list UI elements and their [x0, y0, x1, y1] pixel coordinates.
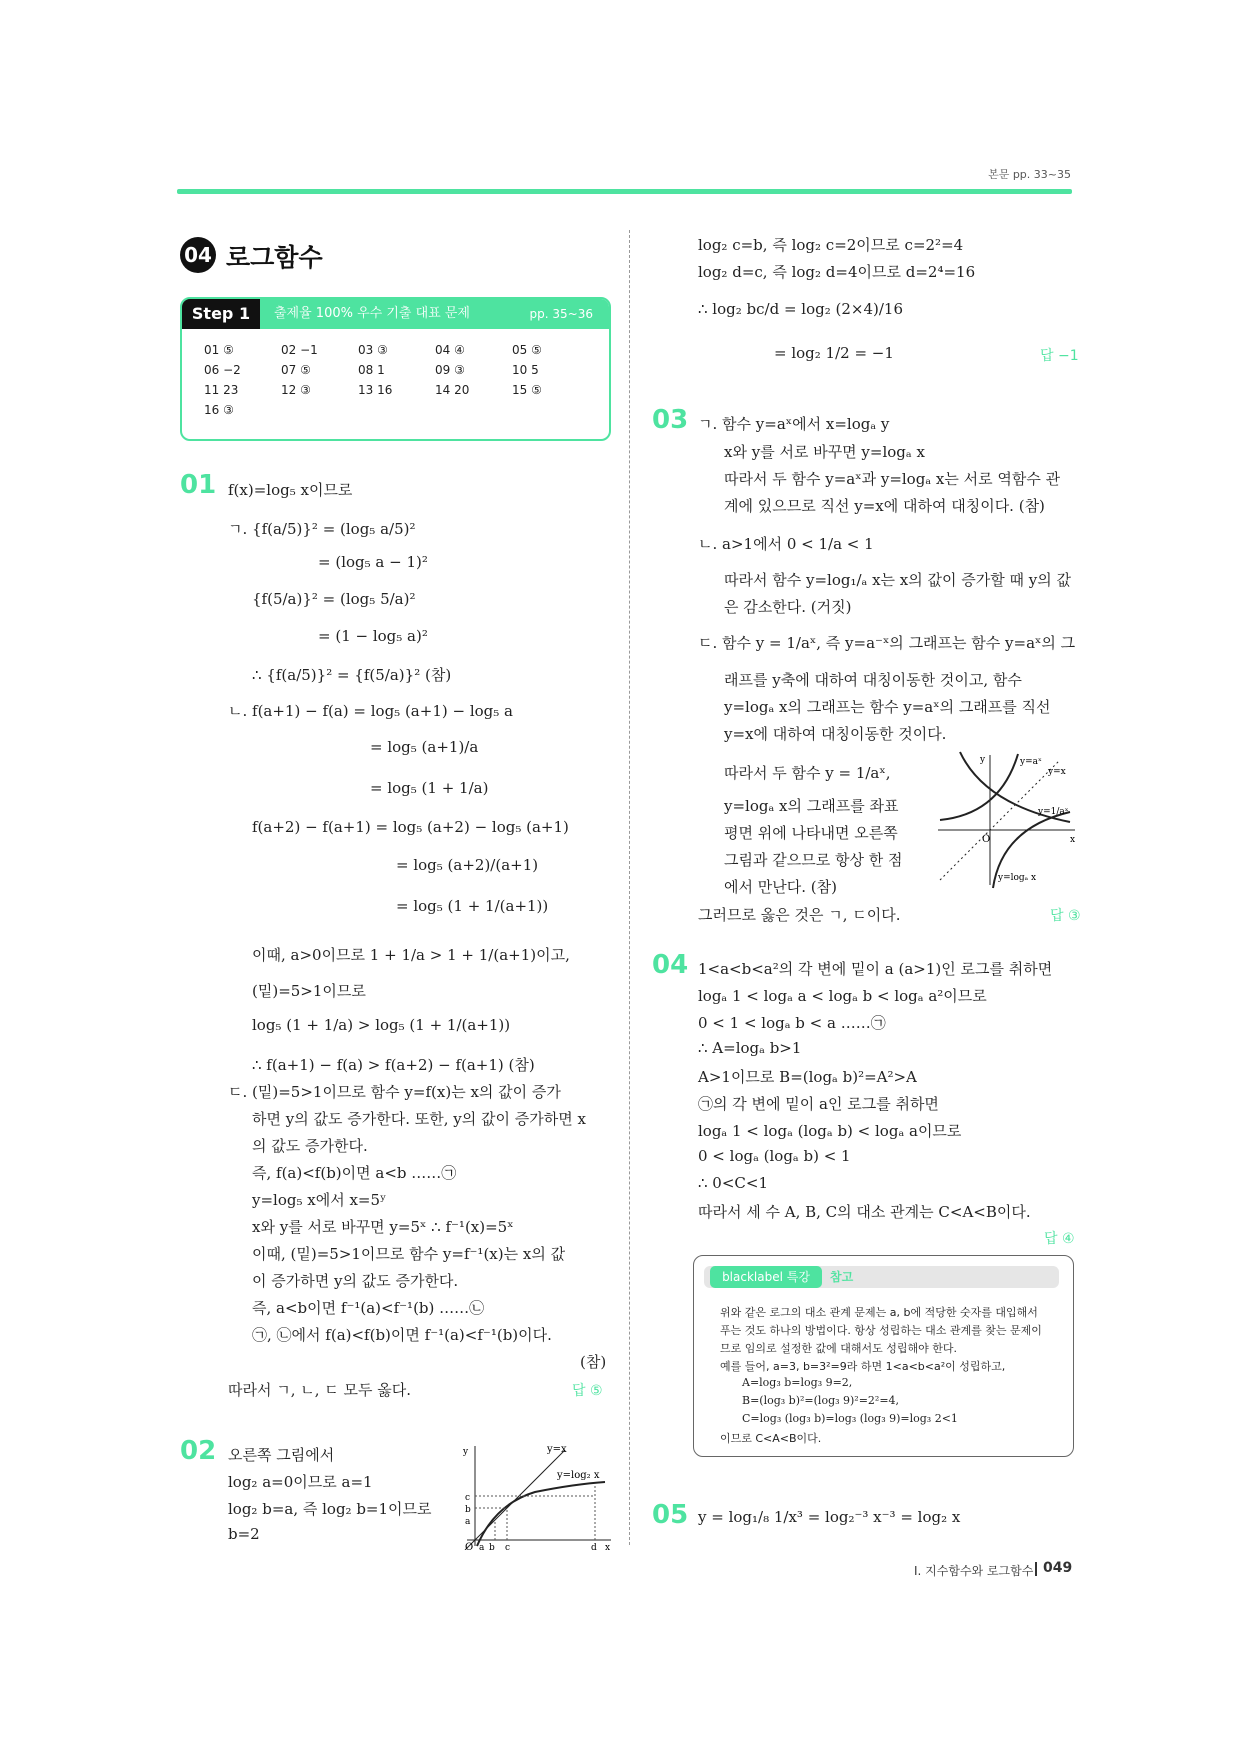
- graph-label: y=aˣ: [1020, 757, 1042, 767]
- answer-item: 09 ③: [435, 363, 465, 377]
- top-rule: [177, 189, 1072, 194]
- step-label: Step 1: [182, 299, 260, 329]
- graph-label-curve: y=log₂ x: [557, 1470, 600, 1481]
- graph-tick: a: [465, 1517, 471, 1527]
- solution-line: y=x에 대하여 대칭이동한 것이다.: [724, 725, 947, 743]
- answer-item: 10 5: [512, 363, 539, 377]
- solution-line: ∴ A=logₐ b>1: [698, 1039, 802, 1057]
- solution-line: ㄴ. a>1에서 0 < 1/a < 1: [698, 535, 874, 553]
- solution-line: ㄷ. 함수 y = 1/aˣ, 즉 y=a⁻ˣ의 그래프는 함수 y=aˣ의 그: [698, 634, 1076, 652]
- solution-line: 이때, a>0이므로 1 + 1/a > 1 + 1/(a+1)이고,: [252, 946, 570, 964]
- answer-item: 02 −1: [281, 343, 318, 357]
- solution-line: (밑)=5>1이므로: [252, 982, 366, 1000]
- graph-label: y=logₐ x: [998, 873, 1037, 883]
- answer-item: 07 ⑤: [281, 363, 311, 377]
- answer-grid: [204, 343, 594, 417]
- question-number: 02: [180, 1436, 217, 1466]
- solution-line: 즉, a<b이면 f⁻¹(a)<f⁻¹(b) ……㉡: [252, 1299, 485, 1317]
- solution-line: 평면 위에 나타내면 오른쪽: [724, 824, 898, 842]
- graph-label: y=x: [1048, 767, 1066, 777]
- solution-line: 계에 있으므로 직선 y=x에 대하여 대칭이다. (참): [724, 497, 1045, 515]
- solution-line: = log₅ (a+2)/(a+1): [396, 856, 539, 874]
- note-line: B=(log₃ b)²=(log₃ 9)²=2²=4,: [742, 1394, 900, 1407]
- solution-line: 따라서 두 함수 y=aˣ과 y=logₐ x는 서로 역함수 관: [724, 470, 1061, 488]
- solution-line: {f(5/a)}² = (log₅ 5/a)²: [252, 590, 416, 608]
- answer-item: 13 16: [358, 383, 393, 397]
- step-pages: pp. 35~36: [529, 307, 593, 321]
- graph-tick: b: [489, 1543, 495, 1550]
- solution-line: logₐ 1 < logₐ a < logₐ b < logₐ a²이므로: [698, 987, 987, 1005]
- footer-divider: [1035, 1562, 1037, 1576]
- note-line: 므로 임의로 설정한 값에 대해서도 성립해야 한다.: [720, 1342, 957, 1355]
- solution-line: 0 < logₐ (logₐ b) < 1: [698, 1147, 851, 1165]
- solution-line: = log₅ (a+1)/a: [370, 738, 479, 756]
- solution-line: b=2: [228, 1525, 260, 1543]
- page-reference: 본문 pp. 33~35: [988, 168, 1071, 181]
- step-header: [182, 299, 609, 329]
- solution-line: = (1 − log₅ a)²: [318, 627, 428, 645]
- solution-line: 따라서 두 함수 y = 1/aˣ,: [724, 764, 891, 782]
- graph-tick: d: [591, 1543, 597, 1550]
- solution-line: ∴ 0<C<1: [698, 1174, 769, 1192]
- solution-line: 에서 만난다. (참): [724, 878, 837, 896]
- solution-line: = log₅ (1 + 1/(a+1)): [396, 897, 549, 915]
- log2-graph: [455, 1440, 615, 1550]
- graph-label-line: y=x: [547, 1444, 567, 1455]
- answer-mark: 답 ③: [1050, 908, 1081, 924]
- step-answer-box: [180, 297, 611, 441]
- solution-line: 오른쪽 그림에서: [228, 1446, 335, 1464]
- solution-line: = log₅ (1 + 1/a): [370, 779, 489, 797]
- question-number: 04: [652, 950, 689, 980]
- solution-line: = (log₅ a − 1)²: [318, 553, 428, 571]
- chapter-number-badge: 04: [180, 237, 216, 273]
- question-number: 01: [180, 470, 217, 500]
- solution-line: ㉠, ㉡에서 f(a)<f(b)이면 f⁻¹(a)<f⁻¹(b)이다.: [252, 1326, 552, 1344]
- solution-line: ㄱ. 함수 y=aˣ에서 x=logₐ y: [698, 415, 890, 433]
- solution-line: ㄷ. (밑)=5>1이므로 함수 y=f(x)는 x의 값이 증가: [228, 1083, 561, 1101]
- solution-line: 이 증가하면 y의 값도 증가한다.: [252, 1272, 459, 1290]
- note-line: 푸는 것도 하나의 방법이다. 항상 성립하는 대소 관계를 찾는 문제이: [720, 1324, 1042, 1337]
- solution-line: 0 < 1 < logₐ b < a ……㉠: [698, 1014, 886, 1032]
- solution-line: x와 y를 서로 바꾸면 y=logₐ x: [724, 443, 925, 461]
- solution-line: 따라서 ㄱ, ㄴ, ㄷ 모두 옳다.: [228, 1381, 412, 1399]
- solution-line: ∴ log₂ bc/d = log₂ (2×4)/16: [698, 300, 903, 318]
- answer-item: 05 ⑤: [512, 343, 542, 357]
- solution-line: ㄱ. {f(a/5)}² = (log₅ a/5)²: [228, 520, 416, 538]
- step-description: 출제율 100% 우수 기출 대표 문제: [274, 306, 470, 321]
- solution-line: 1<a<b<a²의 각 변에 밑이 a (a>1)인 로그를 취하면: [698, 960, 1053, 978]
- graph-label: y=1/aˣ: [1038, 807, 1069, 817]
- solution-line: log₅ (1 + 1/a) > log₅ (1 + 1/(a+1)): [252, 1016, 511, 1034]
- note-line: 예를 들어, a=3, b=3²=9라 하면 1<a<b<a²이 성립하고,: [720, 1360, 1006, 1373]
- solution-line: (참): [580, 1353, 607, 1371]
- solution-line: 의 값도 증가한다.: [252, 1137, 368, 1155]
- note-line: C=log₃ (log₃ b)=log₃ (log₃ 9)=log₃ 2<1: [742, 1412, 958, 1425]
- note-line: A=log₃ b=log₃ 9=2,: [742, 1376, 853, 1389]
- solution-line: x와 y를 서로 바꾸면 y=5ˣ ∴ f⁻¹(x)=5ˣ: [252, 1218, 514, 1236]
- note-box: [693, 1255, 1074, 1457]
- column-divider: [629, 230, 630, 1545]
- solution-line: y=log₅ x에서 x=5ʸ: [252, 1191, 387, 1209]
- solution-line: f(a+2) − f(a+1) = log₅ (a+2) − log₅ (a+1): [252, 818, 569, 836]
- solution-line: 그림과 같으므로 항상 한 점: [724, 851, 903, 869]
- solution-line: 즉, f(a)<f(b)이면 a<b ……㉠: [252, 1164, 457, 1182]
- graph-tick: y: [463, 1447, 469, 1457]
- answer-item: 12 ③: [281, 383, 311, 397]
- solution-line: ∴ {f(a/5)}² = {f(5/a)}² (참): [252, 666, 452, 684]
- solution-line: 따라서 세 수 A, B, C의 대소 관계는 C<A<B이다.: [698, 1203, 1031, 1221]
- answer-item: 03 ③: [358, 343, 388, 357]
- graph-tick: b: [465, 1505, 471, 1515]
- graph-tick: O: [465, 1542, 474, 1550]
- answer-mark: 답 −1: [1040, 348, 1079, 364]
- note-header: [704, 1266, 1059, 1288]
- graph-label: x: [1070, 835, 1076, 845]
- graph-label: y: [980, 755, 986, 765]
- solution-line: log₂ c=b, 즉 log₂ c=2이므로 c=2²=4: [698, 236, 964, 254]
- answer-item: 06 −2: [204, 363, 241, 377]
- solution-line: log₂ a=0이므로 a=1: [228, 1473, 373, 1491]
- graph-tick: a: [479, 1543, 485, 1550]
- solution-line: log₂ b=a, 즉 log₂ b=1이므로: [228, 1500, 432, 1518]
- graph-tick: x: [605, 1543, 611, 1550]
- solution-line: = log₂ 1/2 = −1: [774, 344, 894, 362]
- graph-tick: c: [465, 1493, 471, 1503]
- answer-mark: 답 ⑤: [572, 1383, 603, 1399]
- note-tag: blacklabel 특강: [710, 1266, 822, 1288]
- solution-line: y = log₁/₈ 1/x³ = log₂⁻³ x⁻³ = log₂ x: [698, 1508, 961, 1526]
- chapter-title: 로그함수: [226, 243, 323, 272]
- graph-label: O: [982, 834, 991, 845]
- solution-line: ㉠의 각 변에 밑이 a인 로그를 취하면: [698, 1095, 939, 1113]
- exp-log-graph: [930, 750, 1080, 890]
- solution-line: y=logₐ x의 그래프는 함수 y=aˣ의 그래프를 직선: [724, 698, 1051, 716]
- answer-item: 14 20: [435, 383, 470, 397]
- footer-chapter: Ⅰ. 지수함수와 로그함수: [914, 1564, 1034, 1578]
- answer-item: 01 ⑤: [204, 343, 234, 357]
- solution-line: 은 감소한다. (거짓): [724, 598, 852, 616]
- answer-item: 08 1: [358, 363, 385, 377]
- solution-line: ∴ f(a+1) − f(a) > f(a+2) − f(a+1) (참): [252, 1056, 535, 1074]
- solution-line: 그러므로 옳은 것은 ㄱ, ㄷ이다.: [698, 906, 901, 924]
- note-line: 이므로 C<A<B이다.: [720, 1432, 822, 1445]
- solution-line: logₐ 1 < logₐ (logₐ b) < logₐ a이므로: [698, 1122, 962, 1140]
- solution-line: y=logₐ x의 그래프를 좌표: [724, 797, 899, 815]
- solution-line: 하면 y의 값도 증가한다. 또한, y의 값이 증가하면 x: [252, 1110, 586, 1128]
- page-number: 049: [1043, 1560, 1073, 1576]
- answer-item: 16 ③: [204, 403, 234, 417]
- graph-tick: c: [505, 1543, 511, 1550]
- solution-line: ㄴ. f(a+1) − f(a) = log₅ (a+1) − log₅ a: [228, 702, 513, 720]
- answer-mark: 답 ④: [1044, 1231, 1075, 1247]
- solution-line: A>1이므로 B=(logₐ b)²=A²>A: [698, 1068, 917, 1086]
- answer-item: 11 23: [204, 383, 239, 397]
- answer-item: 04 ④: [435, 343, 465, 357]
- answer-item: 15 ⑤: [512, 383, 542, 397]
- solution-line: 래프를 y축에 대하여 대칭이동한 것이고, 함수: [724, 671, 1022, 689]
- solution-line: log₂ d=c, 즉 log₂ d=4이므로 d=2⁴=16: [698, 263, 976, 281]
- solution-line: 이때, (밑)=5>1이므로 함수 y=f⁻¹(x)는 x의 값: [252, 1245, 566, 1263]
- solution-line: 따라서 함수 y=log₁/ₐ x는 x의 값이 증가할 때 y의 값: [724, 571, 1071, 589]
- note-line: 위와 같은 로그의 대소 관계 문제는 a, b에 적당한 숫자를 대입해서: [720, 1306, 1038, 1319]
- note-subtag: 참고: [830, 1270, 854, 1284]
- question-number: 03: [652, 405, 689, 435]
- question-number: 05: [652, 1500, 689, 1530]
- solution-line: f(x)=log₅ x이므로: [228, 481, 353, 499]
